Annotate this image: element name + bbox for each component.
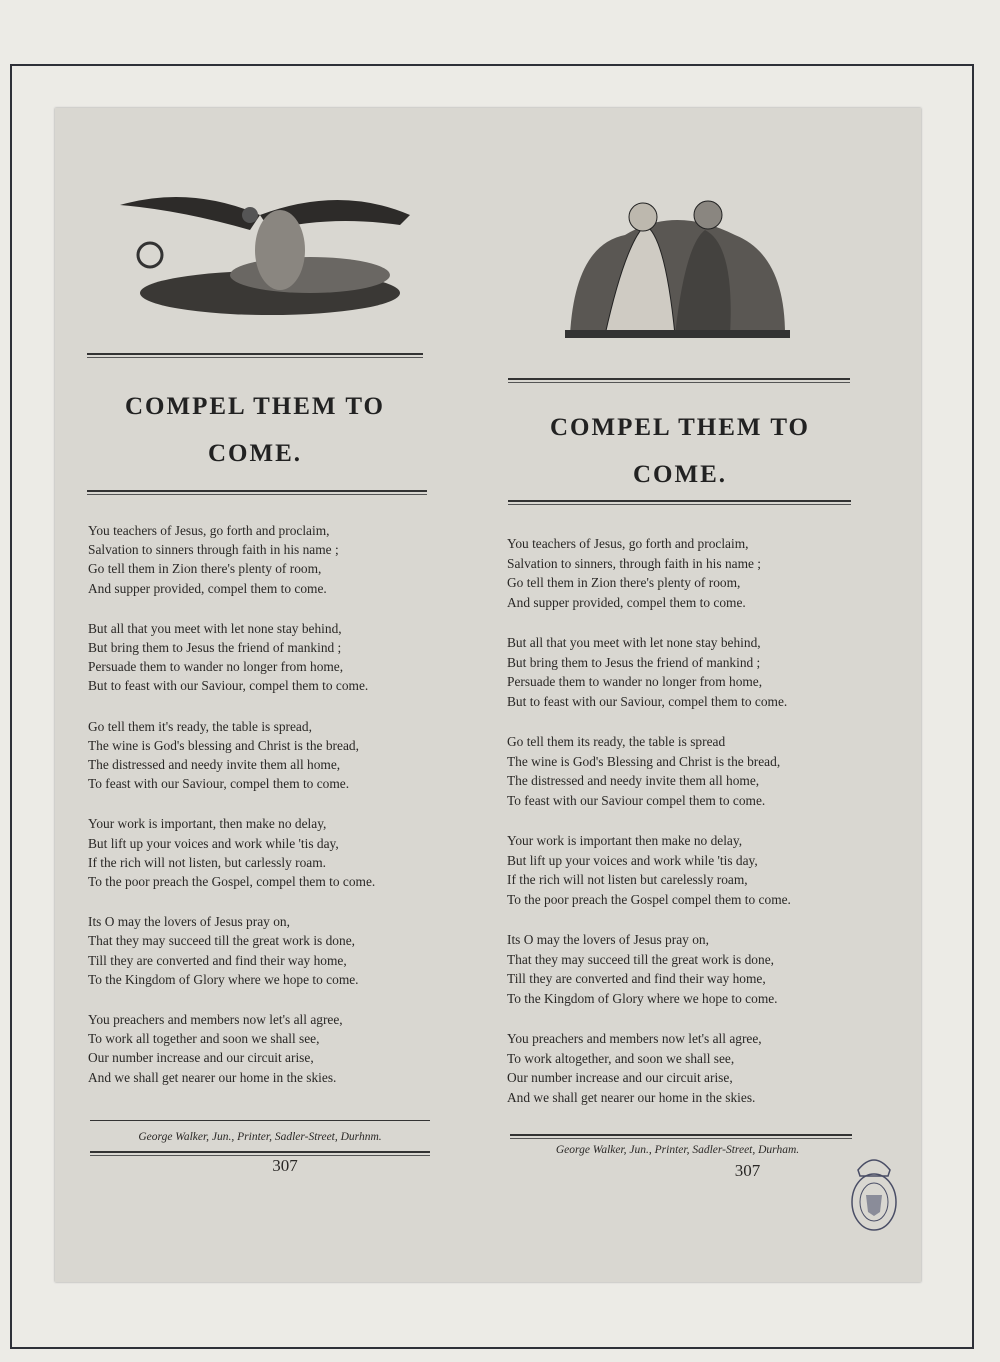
- right-verses: [507, 534, 791, 1128]
- stanza: [507, 930, 791, 1008]
- verse-line: To feast with our Saviour, compel them to come.: [88, 776, 350, 792]
- verse-line: Persuade them to wander no longer from home,: [507, 674, 763, 689]
- printer-imprint: George Walker, Jun., Printer, Sadler-Street, Durham.: [555, 1144, 800, 1156]
- verse-line: That they may succeed till the great work is done,: [507, 951, 774, 967]
- divider-rule: [508, 378, 850, 383]
- verse-line: You preachers and members now let's all agree,: [507, 1031, 762, 1046]
- verse-line: The wine is God's Blessing and Christ is the bread,: [507, 753, 781, 769]
- verse-line: And supper provided, compel them to come.: [88, 580, 327, 596]
- verse-line: The distressed and needy invite them all home,: [507, 773, 760, 788]
- verse-line: If the rich will not listen but carelessly roam,: [507, 872, 748, 887]
- divider-rule: [87, 490, 427, 495]
- verse-line: To the poor preach the Gospel compel them to come.: [507, 891, 791, 907]
- divider-rule: [90, 1120, 430, 1121]
- verse-line: But to feast with our Saviour, compel them to come.: [507, 693, 788, 709]
- verse-line: And we shall get nearer our home in the skies.: [88, 1069, 337, 1085]
- verse-line: Go tell them in Zion there's plenty of room,: [507, 575, 741, 590]
- verse-line: To the Kingdom of Glory where we hope to come.: [88, 971, 359, 987]
- verse-line: The distressed and needy invite them all home,: [88, 757, 341, 773]
- verse-line: But lift up your voices and work while 'tis day,: [507, 852, 758, 868]
- stanza: [507, 831, 791, 909]
- verse-line: Persuade them to wander no longer from home,: [88, 659, 344, 675]
- verse-line: Go tell them its ready, the table is spread: [507, 734, 726, 749]
- angel-woodcut-image: [110, 175, 420, 325]
- stanza: [88, 814, 375, 891]
- verse-line: Your work is important, then make no delay,: [88, 816, 327, 832]
- title-line: COMPEL THEM TO: [125, 393, 385, 420]
- verse-line: And supper provided, compel them to come.: [507, 594, 746, 610]
- verse-line: To the poor preach the Gospel, compel them to come.: [88, 874, 376, 890]
- verse-line: Go tell them it's ready, the table is spread,: [88, 718, 312, 734]
- verse-line: But all that you meet with let none stay behind,: [88, 620, 342, 636]
- stanza: [88, 717, 375, 794]
- verse-line: Your work is important then make no delay,: [507, 833, 743, 848]
- verse-line: Go tell them in Zion there's plenty of room,: [88, 561, 322, 577]
- divider-rule: [510, 1134, 852, 1139]
- verse-line: You teachers of Jesus, go forth and proclaim,: [88, 523, 330, 538]
- verse-line: Its O may the lovers of Jesus pray on,: [88, 914, 290, 930]
- verse-line: Till they are converted and find their way home,: [507, 971, 766, 986]
- verse-line: The wine is God's blessing and Christ is the bread,: [88, 737, 359, 753]
- sheet-number: 307: [272, 1156, 298, 1175]
- verse-line: Our number increase and our circuit arise,: [88, 1050, 314, 1066]
- title-line: COMPEL THEM TO: [550, 414, 810, 441]
- praying-couple-woodcut-image: [565, 185, 790, 345]
- verse-line: You preachers and members now let's all agree,: [88, 1012, 343, 1028]
- verse-line: To the Kingdom of Glory where we hope to come.: [507, 990, 778, 1006]
- stanza: [88, 521, 375, 598]
- stanza: [507, 633, 791, 711]
- verse-line: But bring them to Jesus the friend of mankind ;: [88, 640, 342, 656]
- verse-line: Till they are converted and find their way home,: [88, 952, 347, 968]
- left-title: [80, 383, 430, 477]
- verse-line: If the rich will not listen, but carlessly roam.: [88, 854, 326, 870]
- verse-line: To work all together and soon we shall see,: [88, 1031, 320, 1047]
- stanza: [88, 619, 375, 696]
- verse-line: But lift up your voices and work while 'tis day,: [88, 835, 339, 851]
- verse-line: Salvation to sinners through faith in his name ;: [88, 542, 339, 558]
- right-title: [505, 404, 855, 498]
- stanza: [507, 534, 791, 612]
- printer-imprint: George Walker, Jun., Printer, Sadler-Street, Durhnm.: [138, 1131, 382, 1143]
- title-line: COME.: [207, 440, 303, 467]
- verse-line: Our number increase and our circuit arise,: [507, 1070, 733, 1085]
- verse-line: That they may succeed till the great work is done,: [88, 933, 355, 949]
- verse-line: You teachers of Jesus, go forth and proclaim,: [507, 536, 749, 551]
- title-line: COME.: [632, 461, 728, 488]
- stanza: [507, 732, 791, 810]
- left-verses: [88, 521, 375, 1108]
- stanza: [88, 1010, 375, 1087]
- library-stamp: [848, 1150, 900, 1232]
- verse-line: And we shall get nearer our home in the skies.: [507, 1089, 756, 1105]
- divider-rule: [508, 500, 851, 505]
- verse-line: Salvation to sinners, through faith in his name ;: [507, 555, 762, 571]
- verse-line: To feast with our Saviour compel them to come.: [507, 792, 766, 808]
- sheet-number: 307: [734, 1161, 761, 1180]
- verse-line: But all that you meet with let none stay behind,: [507, 635, 761, 650]
- verse-line: Its O may the lovers of Jesus pray on,: [507, 932, 709, 947]
- divider-rule: [87, 353, 423, 358]
- verse-line: But bring them to Jesus the friend of mankind ;: [507, 654, 761, 670]
- verse-line: To work altogether, and soon we shall see,: [507, 1050, 735, 1066]
- stanza: [88, 912, 375, 989]
- stanza: [507, 1029, 791, 1107]
- verse-line: But to feast with our Saviour, compel them to come.: [88, 678, 369, 694]
